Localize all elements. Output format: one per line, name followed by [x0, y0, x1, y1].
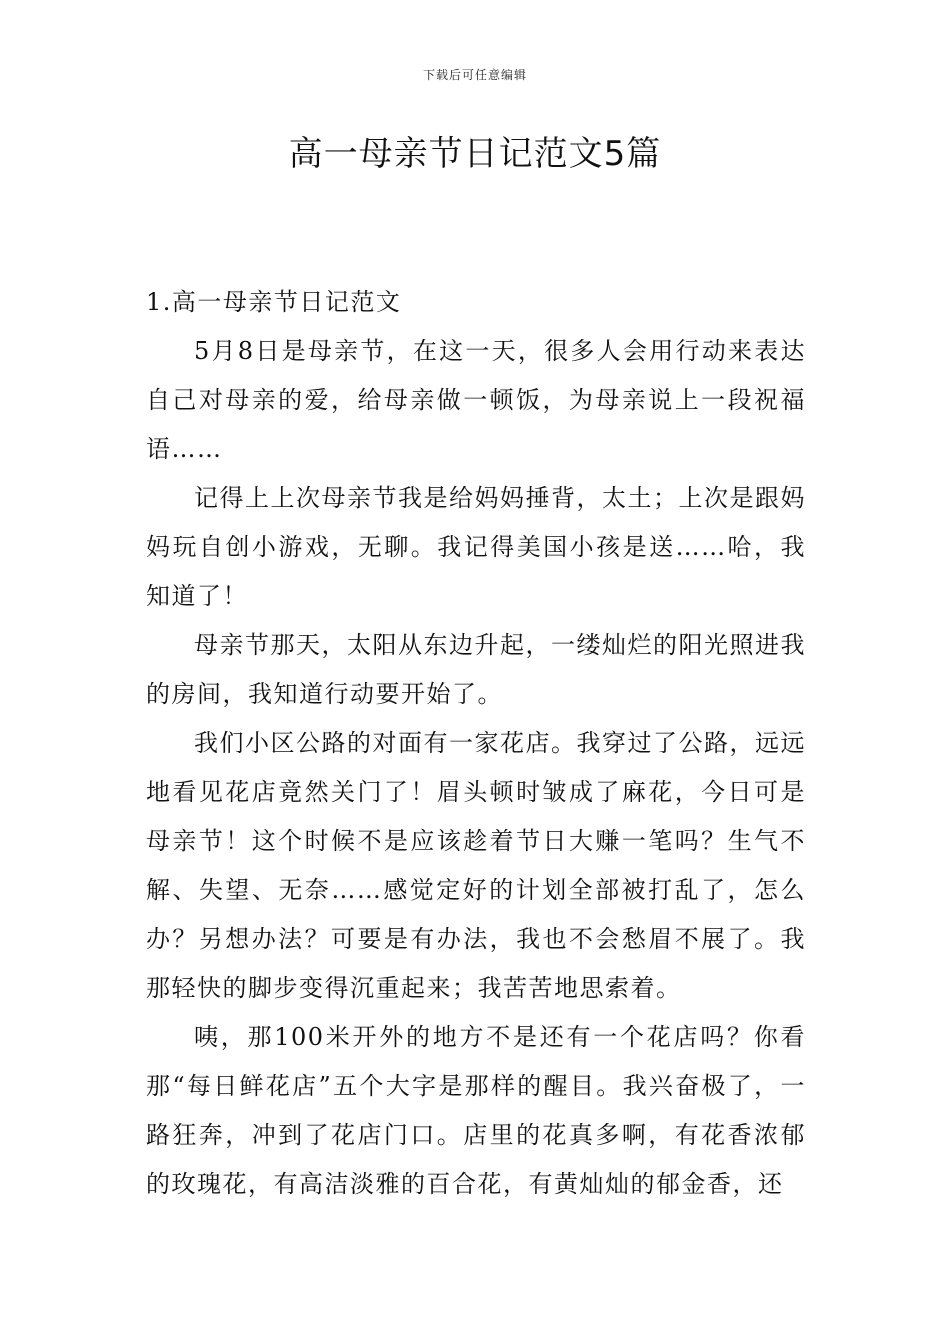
section-heading: 1.高一母亲节日记范文 — [146, 288, 402, 316]
paragraph-5: 咦，那100米开外的地方不是还有一个花店吗？你看那“每日鲜花店”五个大字是那样的醒目。我兴奋极了，一路狂奔，冲到了花店门口。店里的花真多啊，有花香浓郁的玫瑰花，有高洁淡雅的百合花，有黄灿灿的郁金香，还 — [146, 1023, 806, 1198]
document-title: 高一母亲节日记范文5篇 — [288, 134, 662, 174]
document-body — [146, 278, 806, 1209]
paragraph-3: 母亲节那天，太阳从东边升起，一缕灿烂的阳光照进我的房间，我知道行动要开始了。 — [146, 631, 806, 708]
paragraph-1: 5月8日是母亲节，在这一天，很多人会用行动来表达自己对母亲的爱，给母亲做一顿饭，为母亲说上一段祝福语…… — [146, 337, 806, 463]
paragraph-2: 记得上上次母亲节我是给妈妈捶背，太土；上次是跟妈妈玩自创小游戏，无聊。我记得美国小孩是送……哈，我知道了！ — [146, 484, 806, 610]
header-note: 下载后可任意编辑 — [422, 68, 527, 82]
paragraph-4: 我们小区公路的对面有一家花店。我穿过了公路，远远地看见花店竟然关门了！眉头顿时皱成了麻花，今日可是母亲节！这个时候不是应该趁着节日大赚一笔吗？生气不解、失望、无奈……感觉定好的计划全部被打乱了，怎么办？另想办法？可要是有办法，我也不会愁眉不展了。我那轻快的脚步变得沉重起来；我苦苦地思索着。 — [146, 729, 806, 1002]
